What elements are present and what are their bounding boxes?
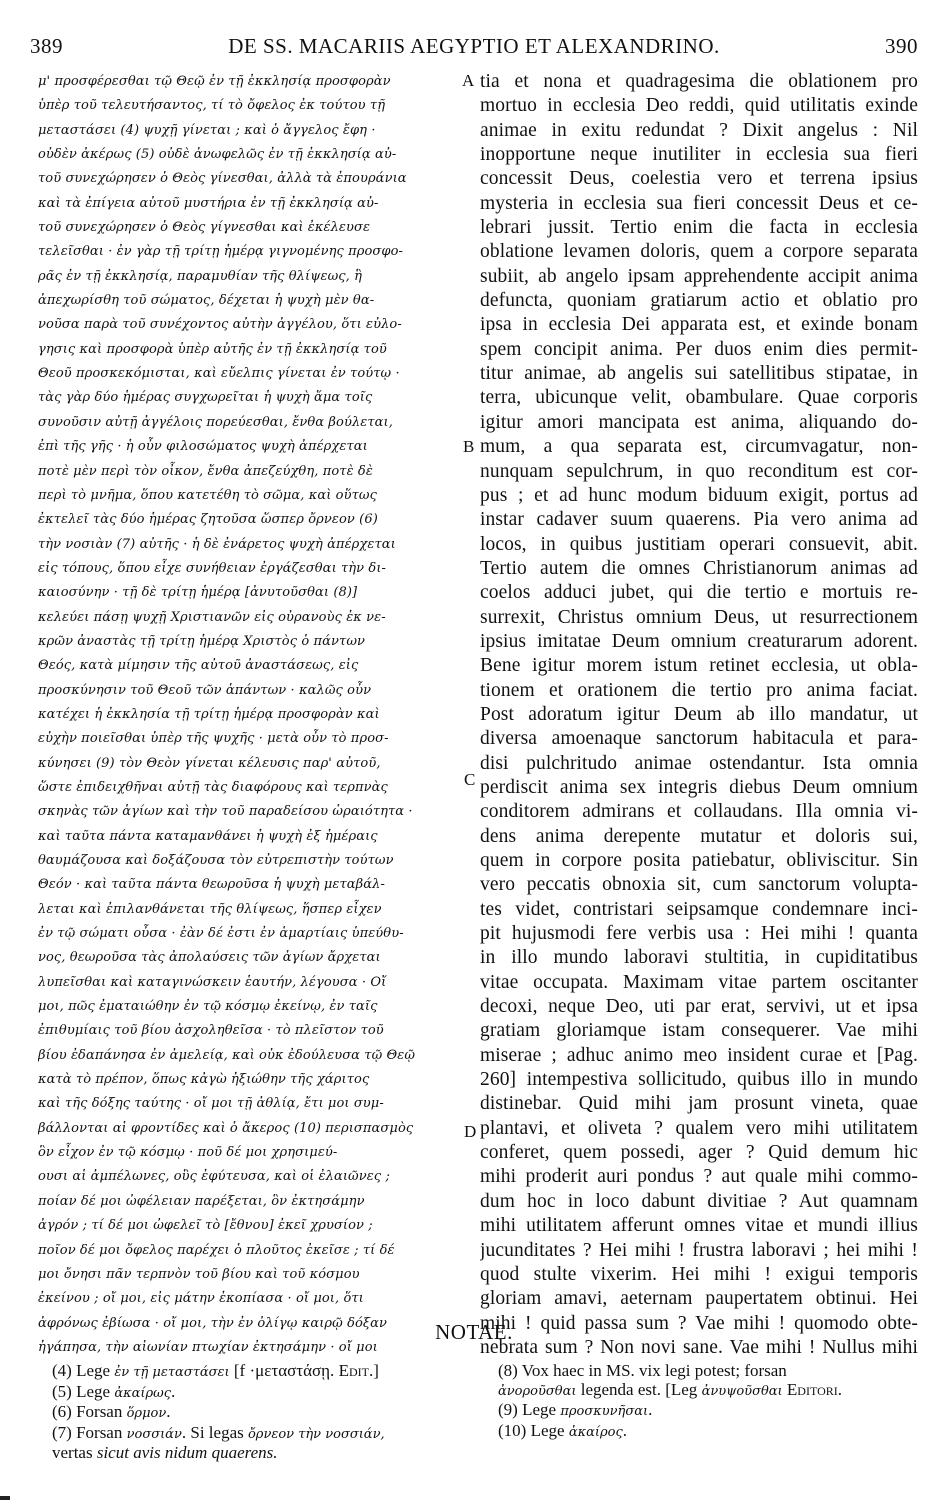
greek-text-line: περὶ τὸ μνῆμα, ὅπου κατετέθη τὸ σῶμα, καὶ οὕτως [38,487,377,503]
latin-text-line: conferet, quem possedi, ager ? Quid demum hic [480,1142,918,1164]
latin-text-line: pit hujusmodi fere verbis usa : Hei mihi ! quanta [480,923,918,945]
latin-text-line: vero peccatis obnoxia sit, cum sanctorum volupta- [480,874,918,896]
latin-text-line: terra, ubicunque velit, obambulare. Quae corporis [480,387,918,409]
latin-text-line: quem in corpore posita patiebatur, obliviscitur. Sin [480,850,918,871]
latin-text-line: Bene igitur morem istum retinet ecclesia, ut obla- [480,655,918,677]
greek-text-line: εὐχὴν ποιεῖσθαι ὑπὲρ τῆς ψυχῆς · μετὰ οὖν τὸ προσ- [38,731,389,747]
latin-text-line: perdiscit anima sex integris diebus Deum omnium [480,776,918,798]
latin-text-line: ipsius imitatae Deum omnium creaturarum adorent. [480,630,918,652]
latin-text-line: diversa amoenaque sanctorum habitacula et para- [480,728,918,750]
greek-text-line: μεταστάσει (4) ψυχῇ γίνεται ; καὶ ὁ ἄγγελος ἔφη · [38,122,376,138]
greek-text-line: ἐπιθυμίαις τοῦ βίου ἀσχοληθεῖσα · τὸ πλεῖστον τοῦ [38,1023,384,1039]
latin-text-line: dum hoc in loco dabunt divitiae ? Aut quamnam [480,1190,918,1212]
greek-text-line: ποῖον δέ μοι ὄφελος παρέχει ὁ πλοῦτος ἐκεῖσε ; τί δέ [38,1242,395,1258]
page-number-right: 390 [885,34,918,58]
footnote-7-continued: vertas sicut avis nidum quaerens. [52,1443,278,1462]
margin-marker-c: C [464,770,476,789]
footnote-4: (4) Lege ἐν τῇ μεταστάσει [f ·μεταστάσῃ. Edit.] [52,1362,379,1380]
greek-text-line: ἐν τῷ σώματι οὖσα · ἐὰν δέ ἐστι ἐν ἁμαρτίαις ὑπεύθυ- [38,926,404,942]
latin-text-line: miserae ; adhuc animo meo insident curae et [Pag. [480,1044,918,1066]
footnote-5: (5) Lege ἀκαίρως. [52,1381,176,1401]
latin-text-line: inopportune neque inutiliter in ecclesia sua fieri [480,144,918,166]
greek-text-line: ὑπὲρ τοῦ τελευτήσαντος, τί τὸ ὄφελος ἐκ τούτου τῇ [38,98,386,114]
latin-text-line: lebrari jussit. Tertio enim die facta in ecclesia [480,217,918,239]
latin-text-line: nebrata sum ? Non novi sane. Vae mihi ! Nullus mihi [480,1336,918,1358]
greek-text-line: μοι, πῶς ἐματαιώθην ἐν τῷ κόσμῳ ἐκείνῳ, ἐν ταῖς [38,999,378,1015]
margin-marker-d: D [464,1122,477,1141]
latin-text-line: oblatione levamen doloris, quem a corpore separata [480,241,918,263]
greek-text-line: λυπεῖσθαι καὶ καταγινώσκειν ἑαυτήν, λέγουσα · Οἴ [38,974,387,990]
greek-text-line: ρᾶς ἐν τῇ ἐκκλησίᾳ, παραμυθίαν τῆς θλίψεως, ἣ [38,268,363,284]
latin-text-line: defuncta, quoniam gratiarum actio et oblatio pro [480,290,918,312]
greek-text-line: ποτὲ μὲν περὶ τὸν οἶκον, ἔνθα ἀπεζεύχθη, ποτὲ δὲ [38,463,373,479]
greek-text-line: κατὰ τὸ πρέπον, ὅπως κἀγὼ ἠξιώθην τῆς χάριτος [38,1072,370,1088]
latin-text-line: ipsa in ecclesia Dei apparata est, et exinde bonam [480,314,918,336]
greek-text-line: καὶ τῆς δόξης ταύτης · οἴ μοι τῇ ἀθλίᾳ, ἔτι μοι συμ- [38,1096,384,1112]
greek-text-line: ἐκτελεῖ τὰς δύο ἡμέρας ζητοῦσα ὥσπερ ὄρνεον (6) [38,512,378,528]
footnote-10: (10) Lege ἀκαίρος. [498,1420,627,1440]
greek-text-line: οὐδὲν ἀκέρως (5) οὐδὲ ἀνωφελῶς ἐν τῇ ἐκκλησίᾳ αὐ- [38,147,397,163]
greek-text-line: ἀφρόνως ἐβίωσα · οἴ μοι, τὴν ἐν ὀλίγῳ καιρῷ δόξαν [38,1315,388,1331]
latin-text-line: igitur amori mancipata est anima, aliquando do- [480,411,918,433]
latin-text-line: mysteria in ecclesia sua fieri concessit Deus et ce- [480,192,918,214]
greek-text-line: ἀγρόν ; τί δέ μοι ὠφελεῖ τὸ [ἔθνου] ἐκεῖ χρυσίον ; [38,1218,373,1234]
latin-text-line: surrexit, Christus omnium Deus, ut resurrectionem [480,606,918,628]
latin-text-line: 260] intempestiva sollicitudo, quibus illo in mundo [480,1069,918,1091]
greek-text-line: Θεόν · καὶ ταῦτα πάντα θεωροῦσα ἡ ψυχὴ μεταβάλ- [38,877,385,893]
margin-marker-b: B [463,437,475,456]
latin-text-column [480,70,918,1360]
greek-text-line: ἀπεχωρίσθη τοῦ σώματος, δέχεται ἡ ψυχὴ μὲν θα- [38,293,375,309]
running-title: DE SS. MACARIIS AEGYPTIO ET ALEXANDRINO. [228,34,720,58]
greek-text-line: καιοσύνην · τῇ δὲ τρίτῃ ἡμέρᾳ [ἀνυτοῦσθαι (8)] [38,585,358,601]
latin-text-line: jucunditates ? Hei mihi ! frustra laboravi ; hei mihi ! [480,1239,918,1261]
latin-text-line: tia et nona et quadragesima die oblationem pro [480,71,918,92]
greek-text-line: καὶ τὰ ἐπίγεια αὐτοῦ μυστήρια ἐν τῇ ἐκκλησίᾳ αὐ- [38,195,379,211]
greek-text-line: τοῦ συνεχώρησεν ὁ Θεὸς γίγνεσθαι καὶ ἐκέλευσε [38,220,371,236]
margin-marker-a: A [462,71,475,90]
latin-text-line: vitae occupata. Maximam vitae partem oscitanter [480,971,918,993]
latin-text-line: mihi ! quid passa sum ? Vae mihi ! quomodo obte- [480,1312,918,1334]
greek-text-line: κύνησει (9) τὸν Θεὸν γίνεται κέλευσις παρ' αὐτοῦ, [38,755,381,771]
latin-text-line: mortuo in ecclesia Deo reddi, quid utilitatis exinde [480,95,918,117]
greek-text-line: θαυμάζουσα καὶ δοξάζουσα τὸν εὐτρεπιστὴν τούτων [38,853,394,868]
greek-text-line: κατέχει ἡ ἐκκλησία τῇ τρίτῃ ἡμέρᾳ προσφορὰν καὶ [38,706,380,722]
greek-text-line: ἐπὶ τῆς γῆς · ἡ οὖν φιλοσώματος ψυχὴ ἀπέρχεται [38,439,368,455]
latin-text-line: mihi utilitatem afferunt omnes vitae et mundi illius [480,1215,918,1237]
latin-text-line: Post adoratum igitur Deum ab illo mandatur, ut [480,703,918,725]
footnote-7: (7) Forsan νοσσιάν. Si legas ὄρνεον τὴν νοσσιάν, [52,1422,385,1442]
latin-text-line: Tertio autem die omnes Christianorum animas ad [480,557,918,579]
greek-text-line: τὴν νοσιὰν (7) αὐτῆς · ἡ δὲ ἐνάρετος ψυχὴ ἀπέρχεται [38,536,396,552]
edge-mark [0,1496,10,1500]
greek-text-line: νος, θεωροῦσα τὰς ἀπολαύσεις τῶν ἁγίων ἄρχεται [38,950,381,966]
latin-text-line: subiit, ab angelo ipsam apprehendente accipit anima [480,265,918,287]
greek-text-line: Θεοῦ προσκεκόμισται, καὶ εὔελπις γίνεται ἐν τούτῳ · [38,366,400,382]
greek-text-line: εἰς τόπους, ὅπου εἶχε συνήθειαν ἐργάζεσθαι τὴν δι- [38,560,387,576]
notes-right-column [498,1362,918,1442]
greek-text-line: ἠγάπησα, τὴν αἰωνίαν πτωχίαν ἐκτησάμην · οἴ μοι [38,1339,378,1355]
latin-text-line: coelos adduci jubet, qui die tertio e mortuis re- [480,582,918,604]
notes-left-column [52,1362,472,1463]
latin-text-line: instar cadaver suum quaerens. Pia vero anima ad [480,509,918,531]
greek-text-line: μ' προσφέρεσθαι τῷ Θεῷ ἐν τῇ ἐκκλησίᾳ προσφορὰν [38,74,391,89]
greek-text-line: ὥστε ἐπιδειχθῆναι αὐτῇ τὰς διαφόρους καὶ τερπνὰς [38,779,388,795]
greek-text-line: τὰς γὰρ δύο ἡμέρας συγχωρεῖται ἡ ψυχὴ ἅμα τοῖς [38,390,373,406]
latin-text-line: mihi proderit auri pondus ? aut quale mihi commo- [480,1166,918,1188]
greek-text-line: ποίαν δέ μοι ὠφέλειαν παρέξεται, ὃν ἐκτησάμην [38,1193,365,1209]
latin-text-line: conditorem admirans et collaudans. Illa omnia vi- [480,801,918,823]
footnote-8: (8) Vox haec in MS. vix legi potest; forsan [498,1362,787,1380]
latin-text-line: in illo mundo laboravi stultitia, in cupiditatibus [480,947,918,969]
latin-text-line: titur animae, ab angelis sui satellitibus stipatae, in [480,363,918,385]
greek-text-line: καὶ ταῦτα πάντα καταμανθάνει ἡ ψυχὴ ἐξ ἡμέραις [38,828,378,844]
footnote-9: (9) Lege προσκυνῆσαι. [498,1400,653,1419]
greek-text-line: γησις καὶ προσφορὰ ὑπὲρ αὐτῆς ἐν τῇ ἐκκλησίᾳ τοῦ [38,341,387,357]
latin-text-line: pus ; et ad hunc modum biduum exigit, portus ad [480,484,918,506]
notes-heading: NOTAE. [435,1320,513,1344]
greek-text-line: λεται καὶ ἐπιλανθάνεται τῆς θλίψεως, ἥσπερ εἶχεν [38,901,382,917]
latin-text-line: plantavi, et oliveta ? qualem vero mihi utilitatem [480,1117,918,1139]
latin-text-line: tionem et orationem die tertio pro anima faciat. [480,679,918,701]
greek-text-line: βάλλονται αἱ φροντίδες καὶ ὁ ἄκερος (10) περισπασμὸς [38,1120,414,1136]
greek-text-line: προσκύνησιν τοῦ Θεοῦ τῶν ἁπάντων · καλῶς οὖν [38,682,372,698]
latin-text-line: decoxi, neque Deo, uti par erat, servivi, ut et ipsa [480,996,918,1018]
greek-text-line: συνοῦσιν αὐτῇ ἀγγέλοις πορεύεσθαι, ἔνθα βούλεται, [38,414,393,430]
greek-text-line: ἐκείνου ; οἴ μοι, εἰς μάτην ἐκοπίασα · οἴ μοι, ὅτι [38,1291,364,1307]
greek-text-line: κελεύει πάσῃ ψυχῇ Χριστιανῶν εἰς οὐρανοὺς ἐκ νε- [38,609,386,625]
latin-text-line: nunquam sepulchrum, in quo reconditum est cor- [480,460,918,482]
greek-text-line: ὃν εἶχον ἐν τῷ κόσμῳ · ποῦ δέ μοι χρησιμεύ- [38,1145,338,1161]
latin-text-line: tes videt, contristari seipsamque condemnare inci- [480,898,918,920]
running-header [30,34,918,60]
footnote-8-continued: ἀνοροῦσθαι legenda est. [Leg ἀνυψοῦσθαι Editori. [498,1379,842,1399]
greek-text-line: νοῦσα παρὰ τοῦ συνέχοντος αὐτὴν ἀγγέλου, ὅτι εὐλο- [38,317,402,333]
latin-text-line: concessit Deus, coelestia vero et terrena ipsius [480,168,918,190]
greek-text-column [38,70,458,1360]
latin-text-line: disi pulchritudo animae ostendantur. Ista omnia [480,752,918,774]
greek-text-line: Θεός, κατὰ μίμησιν τῆς αὐτοῦ ἀναστάσεως, εἰς [38,658,359,674]
page-number-left: 389 [30,34,63,58]
latin-text-line: gratiam gloriamque istam consequerer. Vae mihi [480,1020,918,1042]
greek-text-line: τοῦ συνεχώρησεν ὁ Θεὸς γίνεσθαι, ἀλλὰ τὰ ἐπουράνια [38,171,407,187]
latin-text-line: distinebar. Quid mihi jam prosunt vineta, quae [480,1093,918,1115]
latin-text-line: gloriam amavi, aeternam paupertatem obtinui. Hei [480,1288,918,1310]
footnote-6: (6) Forsan ὅρμον. [52,1402,171,1421]
latin-text-line: spem concipit anima. Per duos enim dies permit- [480,338,918,360]
greek-text-line: τελεῖσθαι · ἐν γὰρ τῇ τρίτῃ ἡμέρᾳ γιγνομένης προσφο- [38,244,404,260]
greek-text-line: ουσι αἱ ἀμπέλωνες, οὓς ἐφύτευσα, καὶ οἱ ἐλαιῶνες ; [38,1169,390,1185]
greek-text-line: κρῶν ἀναστὰς τῇ τρίτῃ ἡμέρᾳ Χριστὸς ὁ πάντων [38,633,366,649]
latin-text-line: animae in exitu redundat ? Dixit angelus : Nil [480,119,918,141]
greek-text-line: βίου ἐδαπάνησα ἐν ἀμελείᾳ, καὶ οὐκ ἐδούλευσα τῷ Θεῷ [38,1047,416,1063]
latin-text-line: dens anima derepente mutatur et doloris sui, [480,825,918,847]
latin-text-line: locos, in quibus justitiam operari consuevit, abit. [480,533,918,555]
greek-text-line: μοι ὄνησι πᾶν τερπνὸν τοῦ βίου καὶ τοῦ κόσμου [38,1266,360,1282]
latin-text-line: quod stulte vixerim. Hei mihi ! exigui temporis [480,1263,918,1285]
greek-text-line: σκηνὰς τῶν ἁγίων καὶ τὴν τοῦ παραδείσου ὡραιότητα · [38,804,413,820]
latin-text-line: mum, a qua separata est, circumvagatur, non- [480,436,918,458]
